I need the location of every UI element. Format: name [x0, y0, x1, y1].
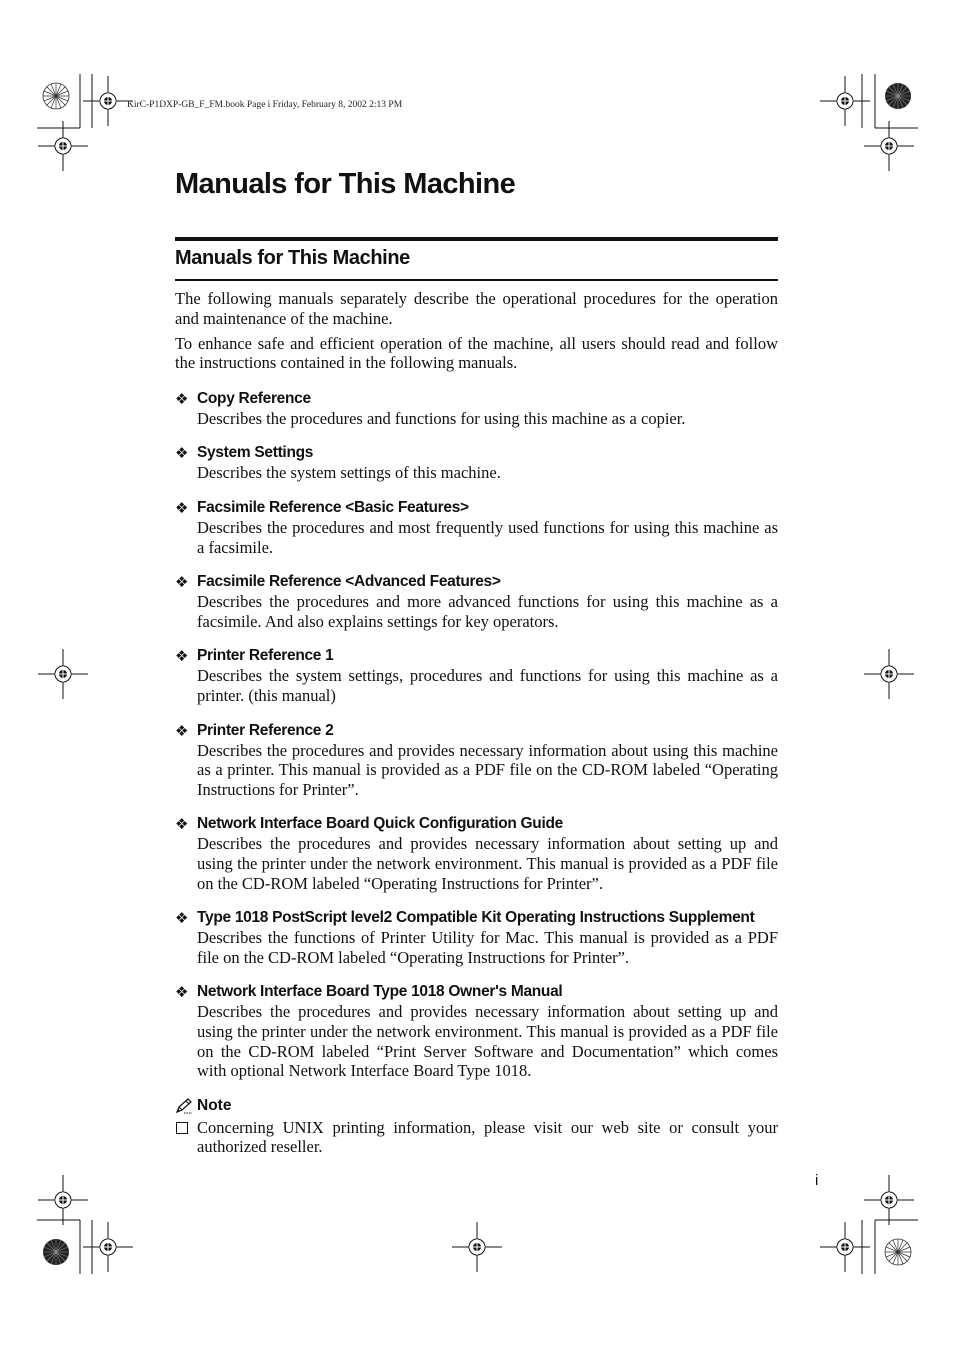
- intro-paragraph: To enhance safe and efficient operation of the machine, all users should read and follow the instructions contained in the following manuals.: [175, 333, 778, 373]
- book-file-header: KirC-P1DXP-GB_F_FM.book Page i Friday, February 8, 2002 2:13 PM: [127, 100, 403, 110]
- checkbox-bullet-icon: [176, 1122, 188, 1134]
- diamond-bullet-icon: ❖: [175, 499, 189, 518]
- manual-title: Network Interface Board Type 1018 Owner's Manual: [197, 983, 563, 1001]
- manual-entry: [175, 721, 778, 800]
- diamond-bullet-icon: ❖: [175, 909, 189, 928]
- manual-title: Type 1018 PostScript level2 Compatible Kit Operating Instructions Supplement: [197, 909, 755, 927]
- page-title: Manuals for This Machine: [175, 168, 516, 200]
- manual-description: Describes the procedures and most frequently used functions for using this machine as a facsimile.: [197, 518, 778, 557]
- manual-description: Describes the procedures and provides necessary information about setting up and using the printer under the network environment. This manual is provided as a PDF file on the CD-ROM labeled “Operating Instructions for Printer”.: [197, 834, 778, 893]
- diamond-bullet-icon: ❖: [175, 983, 189, 1002]
- note-label: Note: [197, 1096, 232, 1114]
- manual-entry: [175, 443, 778, 483]
- manual-description: Describes the procedures and functions for using this machine as a copier.: [197, 408, 686, 428]
- manual-entry: [175, 814, 778, 893]
- manual-entry: [175, 646, 778, 705]
- diamond-bullet-icon: ❖: [175, 389, 189, 408]
- manual-title: System Settings: [197, 444, 314, 462]
- diamond-bullet-icon: ❖: [175, 721, 189, 740]
- manual-title: Network Interface Board Quick Configuration Guide: [197, 815, 563, 833]
- manual-entry: [175, 982, 778, 1080]
- note-text: Concerning UNIX printing information, please visit our web site or consult your authorized reseller.: [197, 1117, 778, 1157]
- diamond-bullet-icon: ❖: [175, 444, 189, 463]
- diamond-bullet-icon: ❖: [175, 647, 189, 666]
- diamond-bullet-icon: ❖: [175, 815, 189, 834]
- manual-title: Printer Reference 2: [197, 721, 334, 739]
- page-content: [175, 289, 778, 1157]
- manual-title: Printer Reference 1: [197, 647, 334, 665]
- intro-paragraph: The following manuals separately describe the operational procedures for the operation and maintenance of the machine.: [175, 289, 778, 328]
- manual-title: Facsimile Reference <Advanced Features>: [197, 573, 501, 591]
- manual-description: Describes the procedures and provides necessary information about setting up and using the printer under the network environment. This manual is provided as a PDF file on the CD-ROM labeled “Print Server Software and Documentation” which comes with optional Network Interface Board Type 1018.: [197, 1002, 778, 1081]
- note-item: [175, 1118, 778, 1157]
- pencil-icon: [175, 1098, 193, 1114]
- manual-entry: [175, 572, 778, 631]
- manual-description: Describes the system settings of this machine.: [197, 463, 501, 483]
- section-top-rule: [175, 237, 778, 241]
- manual-entry: [175, 389, 778, 429]
- manual-title: Copy Reference: [197, 389, 311, 407]
- manual-title: Facsimile Reference <Basic Features>: [197, 499, 469, 517]
- manual-entry: [175, 498, 778, 557]
- manual-description: Describes the functions of Printer Utility for Mac. This manual is provided as a PDF file on the CD-ROM labeled “Operating Instructions for Printer”.: [197, 928, 778, 967]
- section-title: Manuals for This Machine: [175, 247, 410, 269]
- note-heading: [175, 1096, 778, 1116]
- page-number: i: [815, 1172, 819, 1189]
- manual-description: Describes the procedures and more advanced functions for using this machine as a facsimile. And also explains settings for key operators.: [197, 592, 778, 631]
- manual-description: Describes the system settings, procedures and functions for using this machine as a printer. (this manual): [197, 666, 778, 706]
- manual-entry: [175, 908, 778, 967]
- manual-description: Describes the procedures and provides necessary information about using this machine as a printer. This manual is provided as a PDF file on the CD-ROM labeled “Operating Instructions for Printer”.: [197, 740, 778, 799]
- section-bottom-rule: [175, 279, 778, 281]
- diamond-bullet-icon: ❖: [175, 573, 189, 592]
